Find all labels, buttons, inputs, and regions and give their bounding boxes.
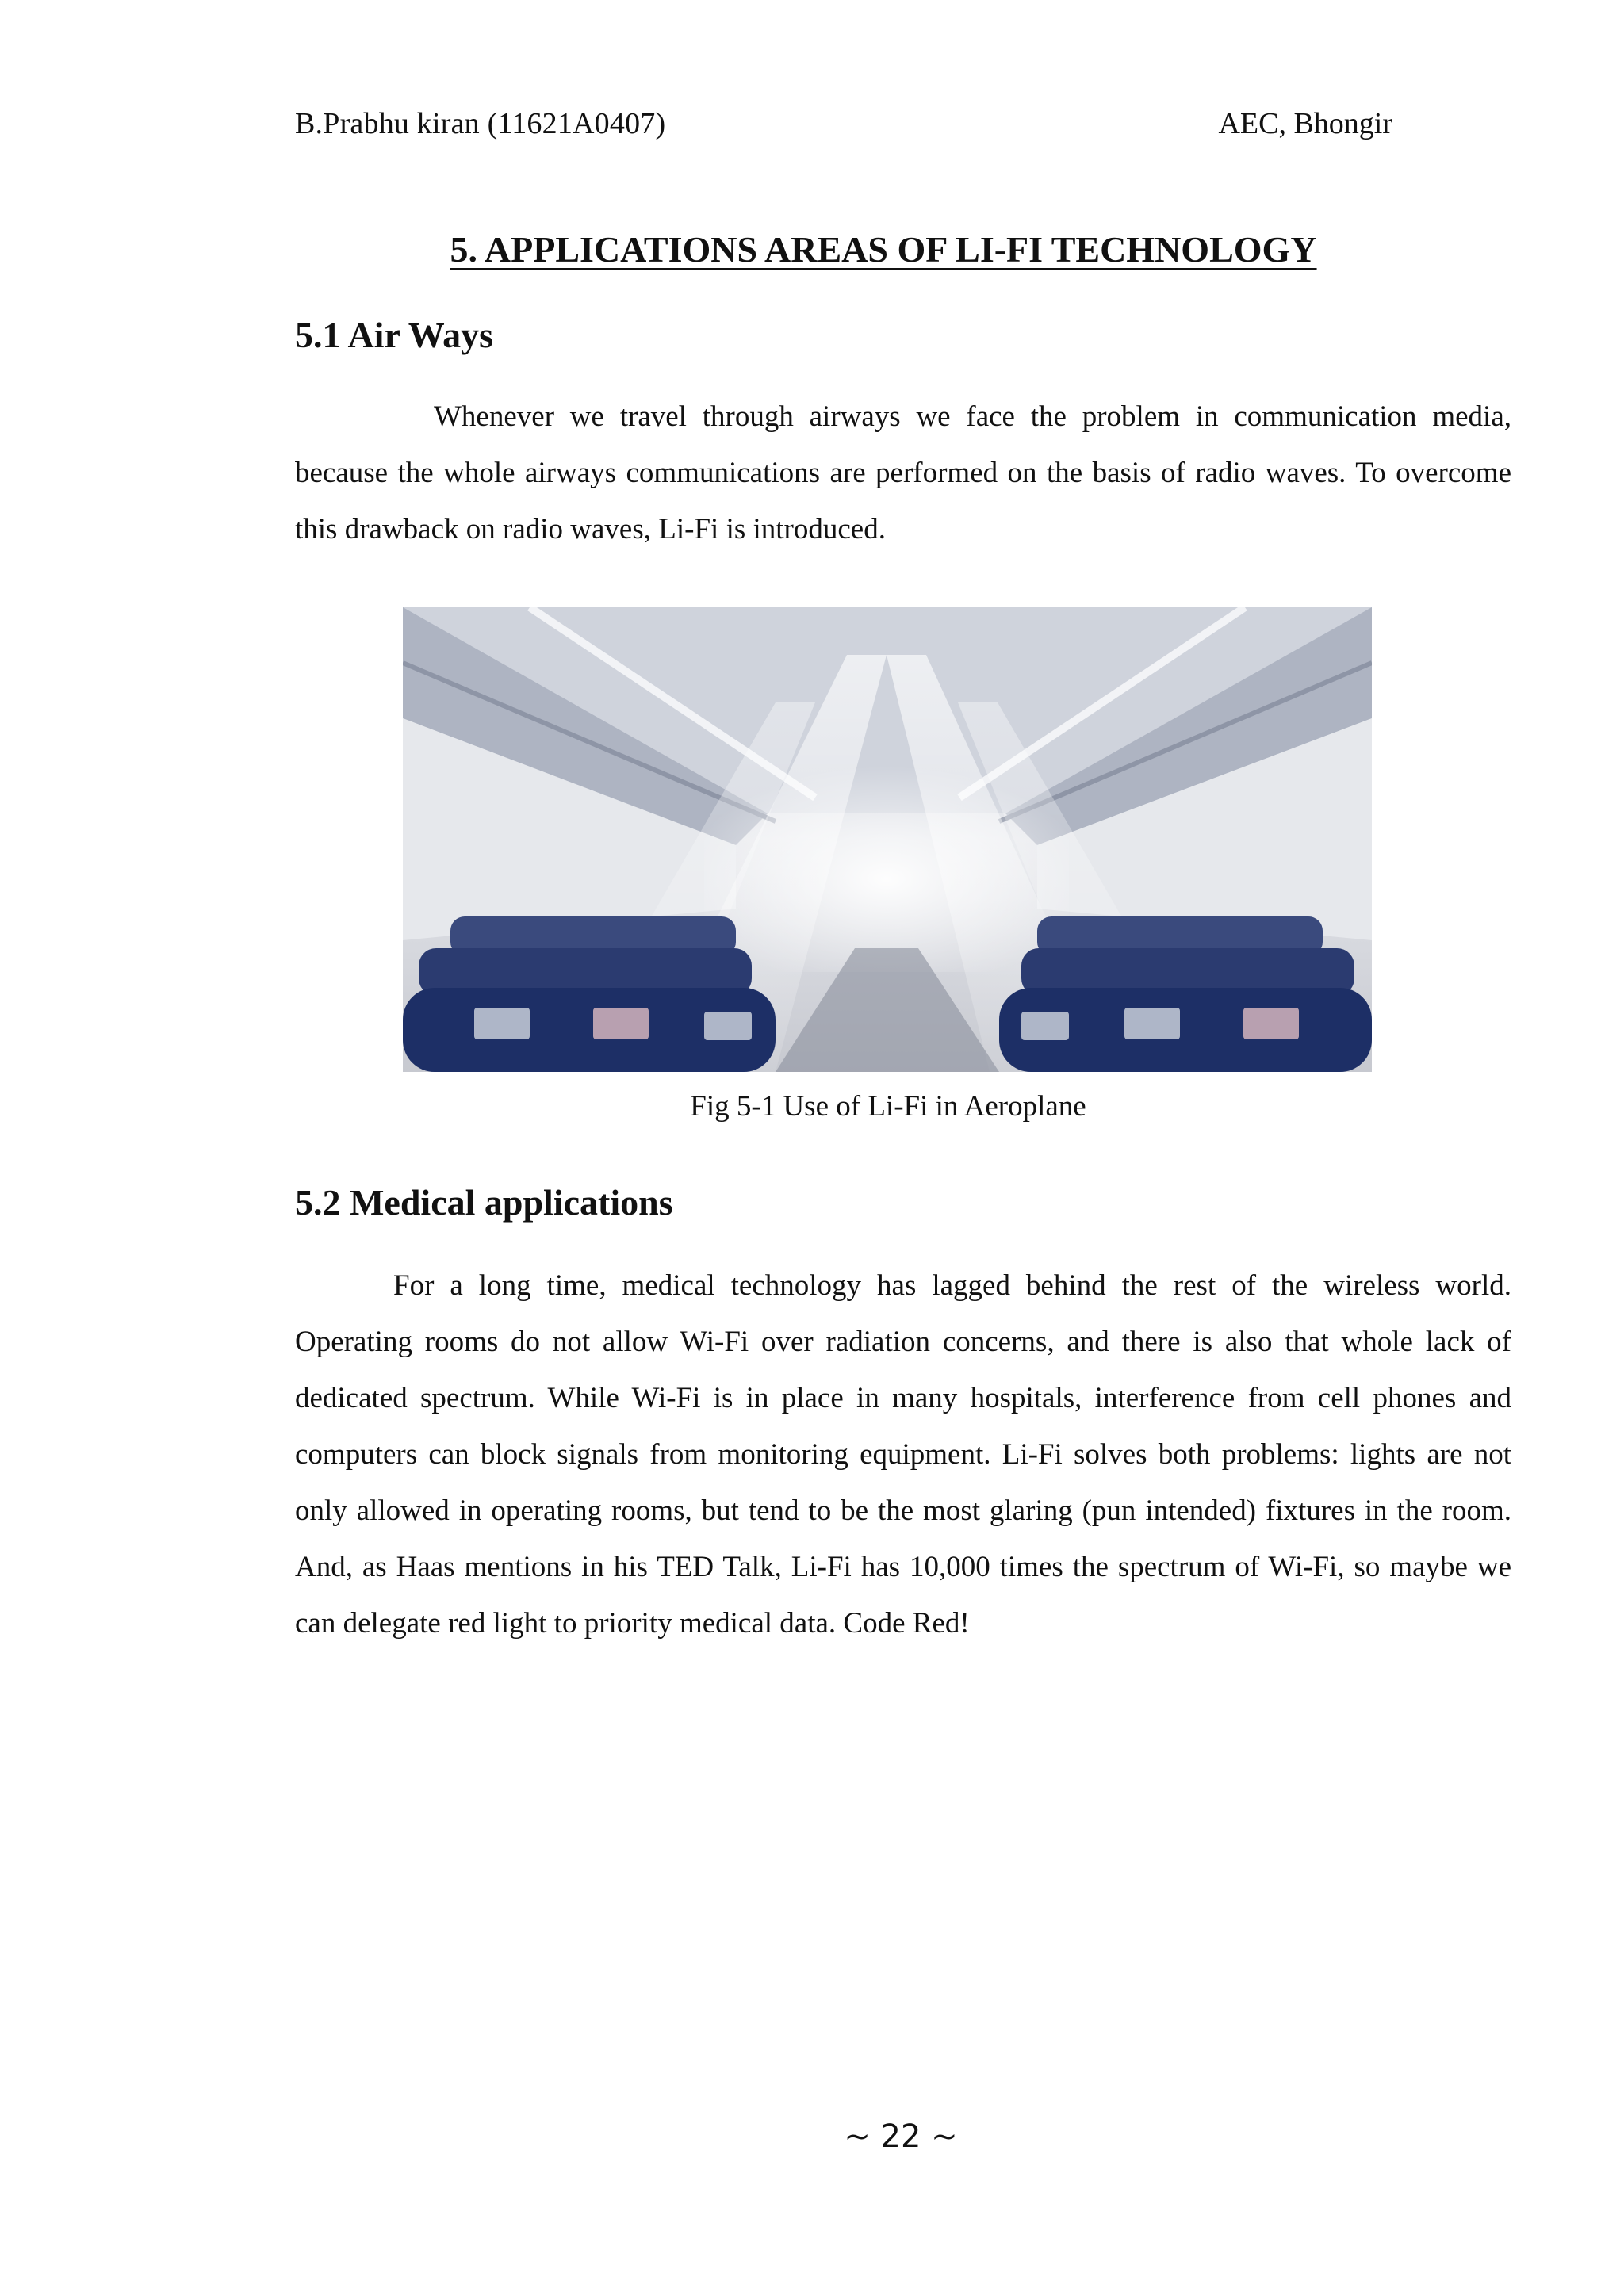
- header-author: B.Prabhu kiran (11621A0407): [295, 107, 666, 140]
- aeroplane-cabin-image: [403, 607, 1372, 1072]
- page-number: [0, 2118, 1624, 2155]
- section-heading-medical: 5.2 Medical applications: [295, 1182, 673, 1223]
- paragraph-airways: Whenever we travel through airways we face the problem in communication media, because the whole airways communications are performed on the basis of radio waves. To overcome this drawback on radio waves, Li-Fi is introduced.: [295, 400, 1511, 545]
- header-institution: AEC, Bhongir: [1218, 107, 1392, 140]
- figure-caption-text: Fig 5-1 Use of Li-Fi in Aeroplane: [690, 1090, 1086, 1123]
- chapter-title: [0, 228, 1624, 270]
- page-number-text: ~ 22 ~: [844, 2118, 958, 2155]
- paragraph-medical: For a long time, medical technology has lagged behind the rest of the wireless world. Operating rooms do not allow Wi-Fi over radiation concerns, and there is also that whole lack of dedicated spectrum. While Wi-Fi is in place in many hospitals, interference from cell phones and computers can block signals from monitoring equipment. Li-Fi solves both problems: lights are not only allowed in operating rooms, but tend to be the most glaring (pun intended) fixtures in the room. And, as Haas mentions in his TED Talk, Li-Fi has 10,000 times the spectrum of Wi-Fi, so maybe we can delegate red light to priority medical data. Code Red!: [295, 1269, 1511, 1640]
- chapter-title-text: 5. APPLICATIONS AREAS OF LI-FI TECHNOLOGY: [450, 229, 1317, 270]
- section-heading-airways: 5.1 Air Ways: [295, 315, 494, 355]
- figure-caption: [0, 1089, 1624, 1123]
